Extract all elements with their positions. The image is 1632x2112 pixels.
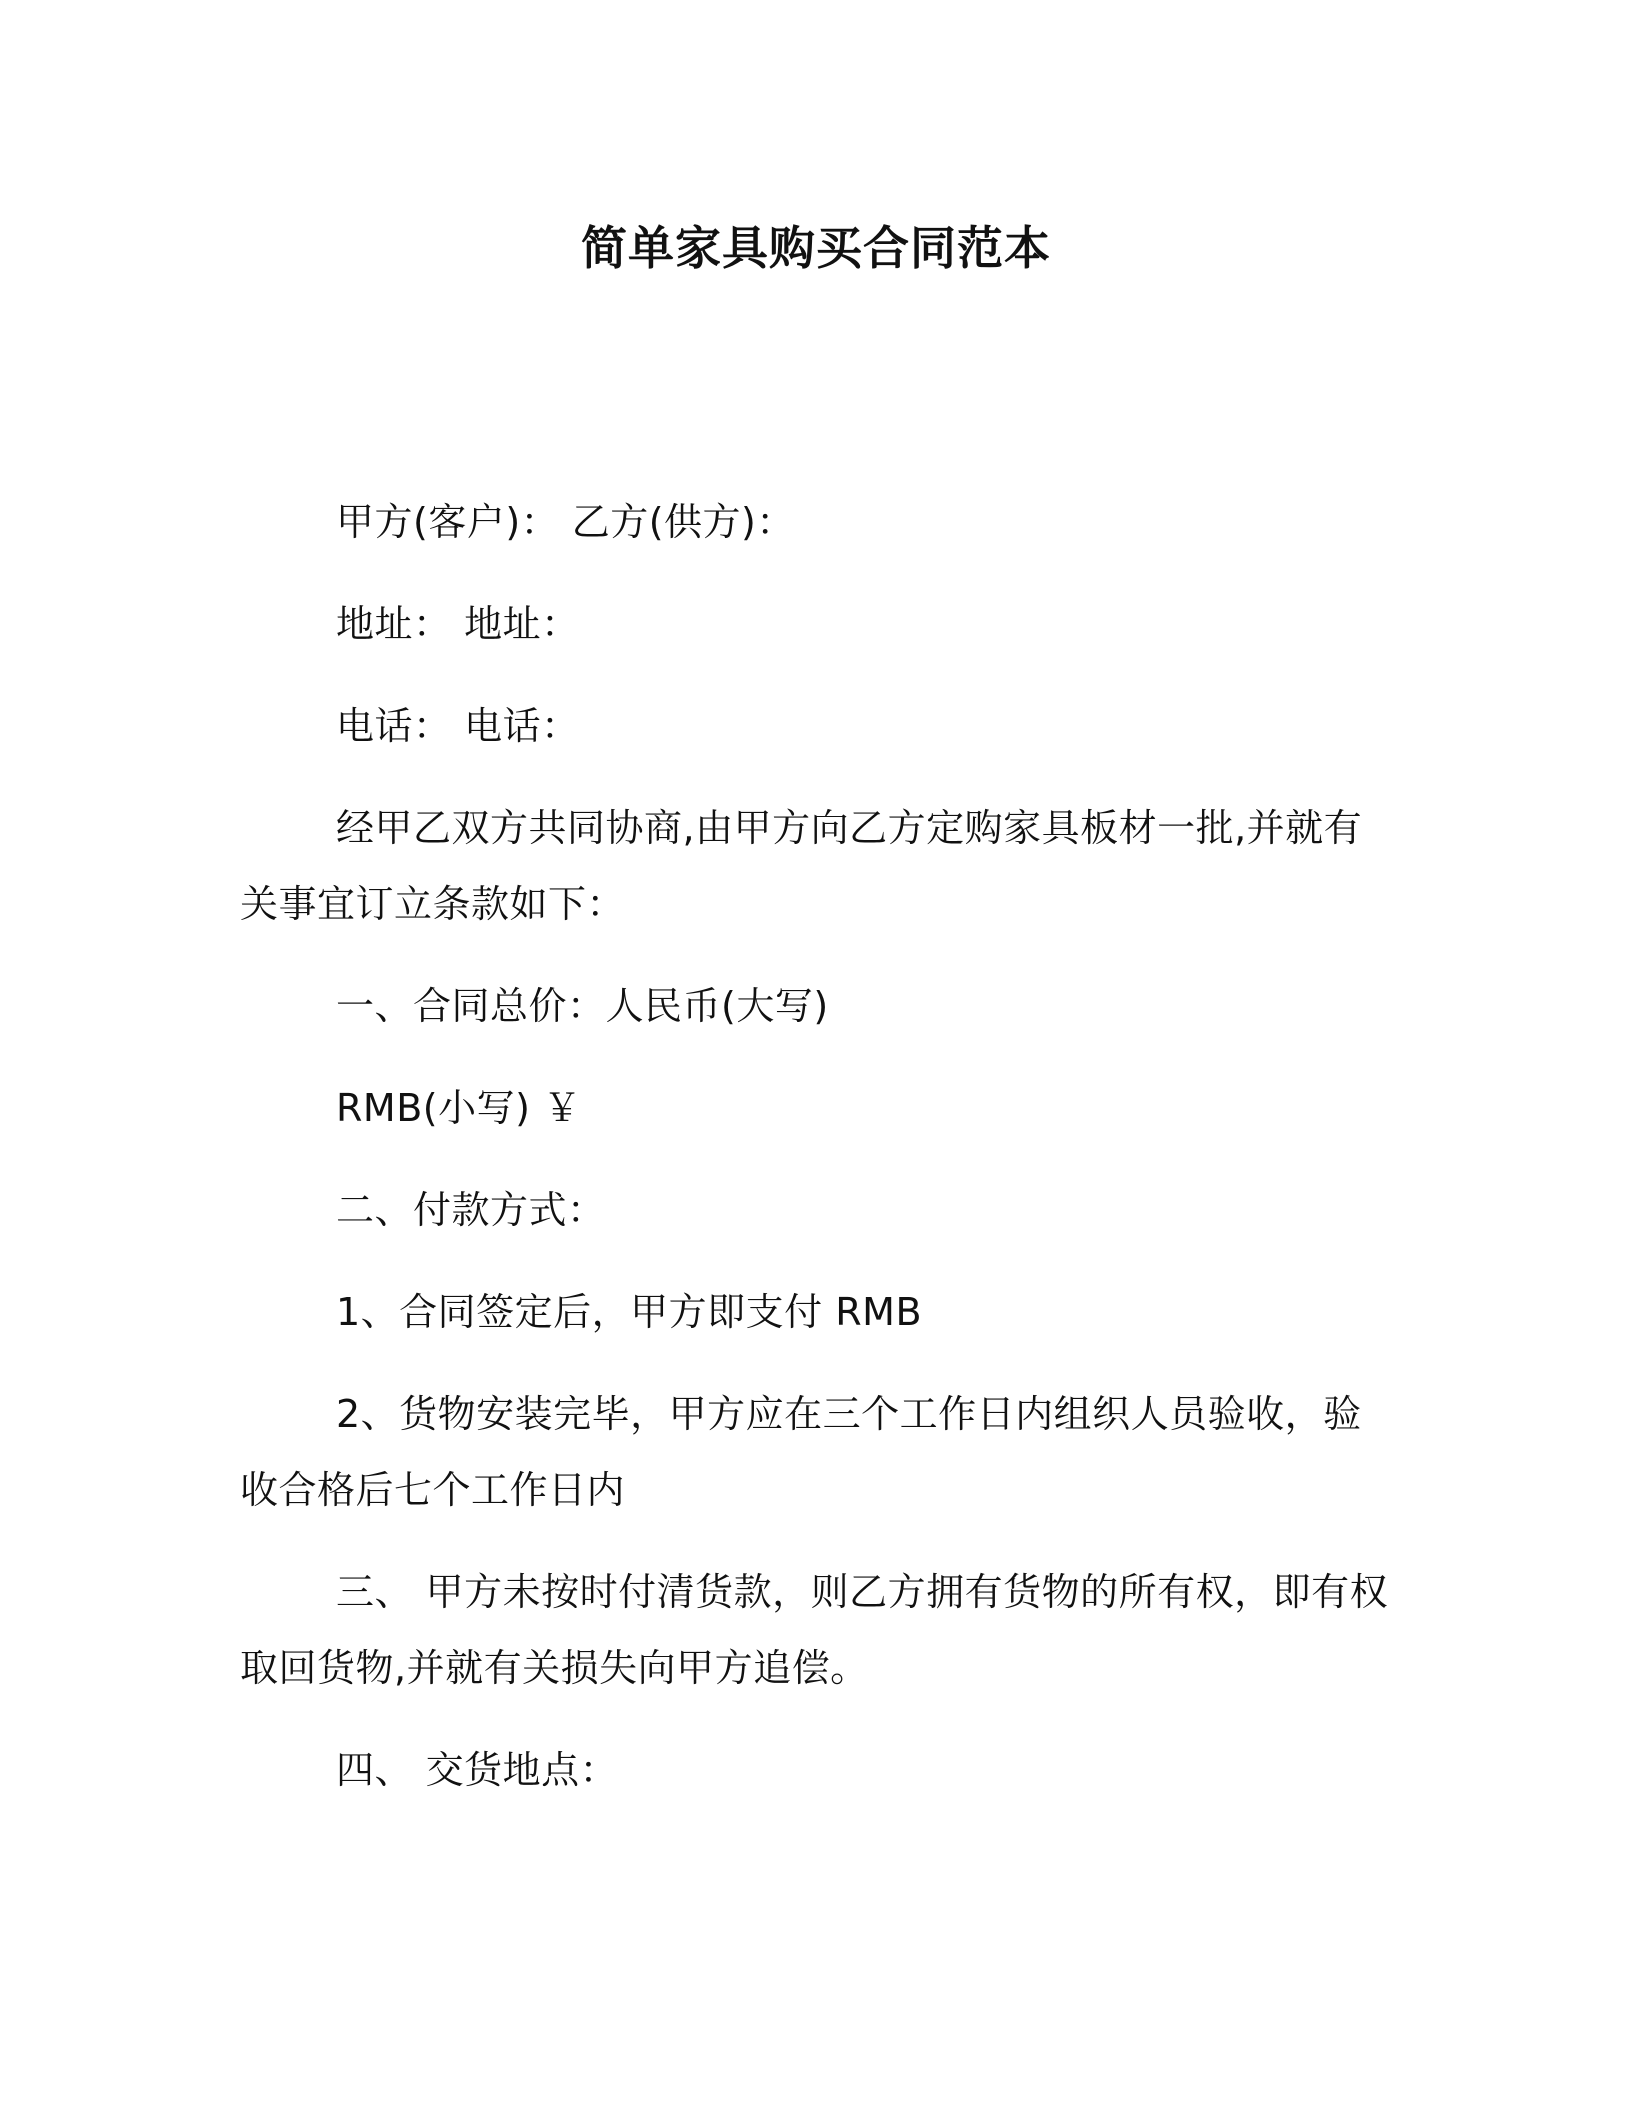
clause-total-price: 一、合同总价：人民币(大写) xyxy=(336,984,829,1028)
payment-item-1: 1、合同签定后，甲方即支付 RMB xyxy=(336,1290,923,1334)
clause-payment-method: 二、付款方式： xyxy=(336,1188,606,1232)
payment-item-2: 2、货物安装完毕，甲方应在三个工作日内组织人员验收，验收合格后七个工作日内 xyxy=(240,1392,1362,1512)
address-line: 地址： 地址： xyxy=(336,602,580,646)
clause-delivery-location: 四、 交货地点： xyxy=(336,1748,619,1792)
clause-ownership: 三、 甲方未按时付清货款，则乙方拥有货物的所有权，即有权取回货物,并就有关损失向甲方追偿。 xyxy=(240,1570,1389,1690)
intro-paragraph: 经甲乙双方共同协商,由甲方向乙方定购家具板材一批,并就有关事宜订立条款如下： xyxy=(240,806,1363,926)
rmb-amount-line: RMB(小写) ￥ xyxy=(336,1086,582,1130)
phone-line: 电话： 电话： xyxy=(336,704,580,748)
document-title: 简单家具购买合同范本 xyxy=(581,221,1051,275)
party-line: 甲方(客户)： 乙方(供方)： xyxy=(336,500,795,544)
